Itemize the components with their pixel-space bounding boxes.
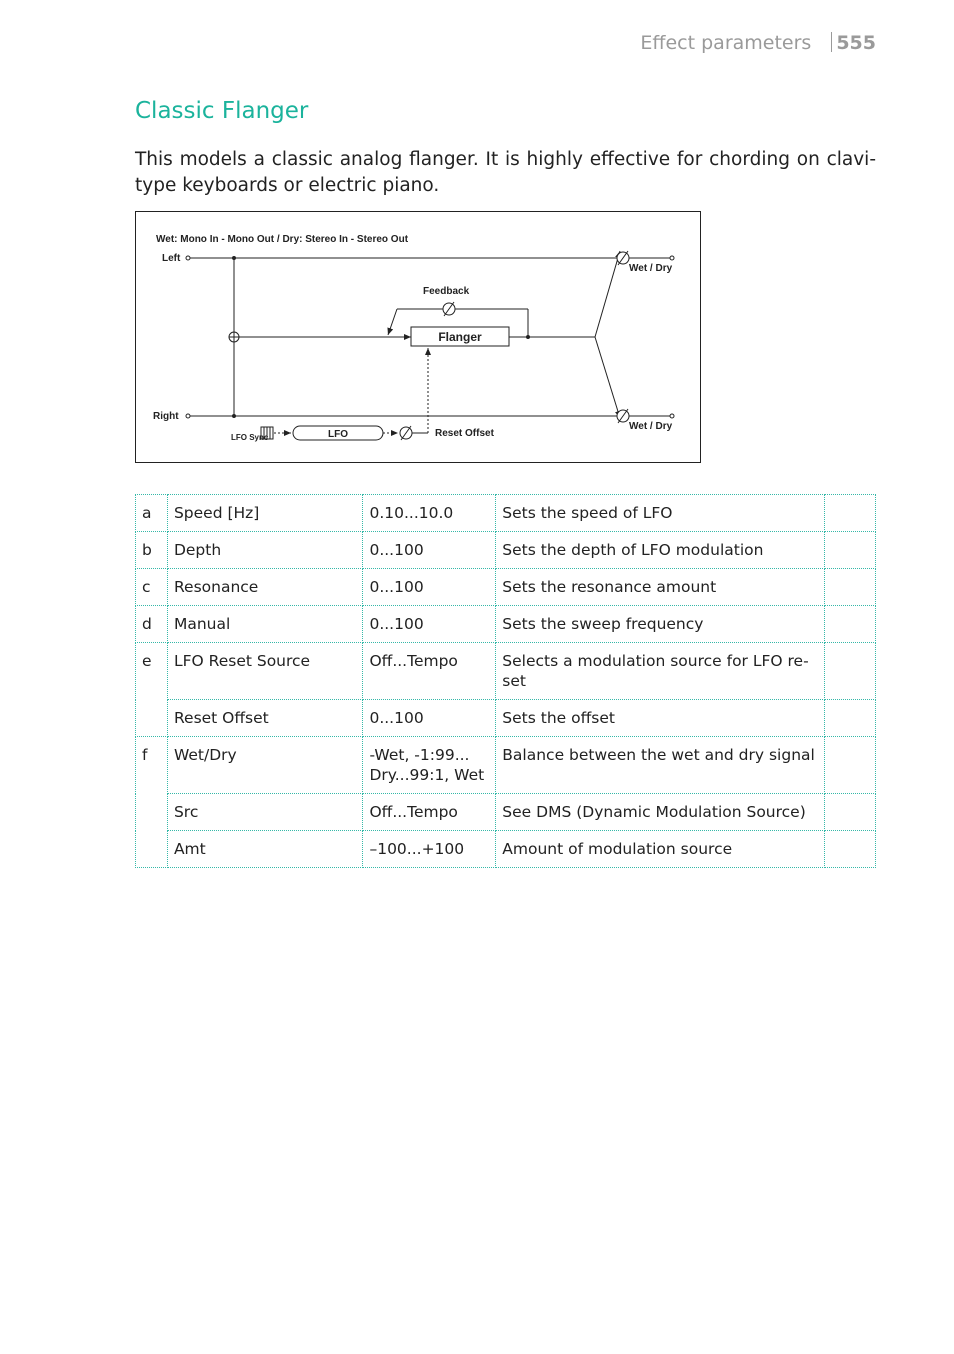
param-name: Wet/Dry <box>167 737 363 794</box>
param-name: Amt <box>167 831 363 868</box>
table-row <box>136 606 876 643</box>
param-name: Speed [Hz] <box>167 495 363 532</box>
param-name: Src <box>167 794 363 831</box>
parameter-table <box>135 494 876 868</box>
param-name: Reset Offset <box>167 700 363 737</box>
param-id: f <box>136 737 168 868</box>
param-name: Depth <box>167 532 363 569</box>
table-row <box>136 737 876 794</box>
lfo-sync-label: LFO Sync <box>231 433 269 442</box>
param-description: See DMS (Dynamic Modulation Source) <box>496 794 825 831</box>
wet-dry-bottom-label: Wet / Dry <box>629 421 673 432</box>
param-range: –100...+100 <box>363 831 496 868</box>
param-name: Resonance <box>167 569 363 606</box>
param-extra <box>825 737 876 794</box>
param-name: LFO Reset Source <box>167 643 363 700</box>
table-row <box>136 495 876 532</box>
param-range: Off...Tempo <box>363 643 496 700</box>
table-row <box>136 700 876 737</box>
header-divider <box>831 32 832 52</box>
param-extra <box>825 495 876 532</box>
param-extra <box>825 794 876 831</box>
param-extra <box>825 606 876 643</box>
flanger-block-diagram <box>135 211 701 463</box>
param-id: e <box>136 643 168 737</box>
param-description: Amount of modulation source <box>496 831 825 868</box>
page-title: Classic Flanger <box>135 98 309 124</box>
param-range: 0...100 <box>363 606 496 643</box>
param-range: -Wet, -1:99... Dry...99:1, Wet <box>363 737 496 794</box>
param-description: Sets the speed of LFO <box>496 495 825 532</box>
right-label: Right <box>153 411 179 422</box>
flanger-label: Flanger <box>438 330 482 344</box>
page-header <box>640 32 876 54</box>
diagram-svg <box>136 212 700 462</box>
lfo-label: LFO <box>328 429 348 440</box>
diagram-caption: Wet: Mono In - Mono Out / Dry: Stereo In - Stereo Out <box>156 234 409 245</box>
param-range: 0...100 <box>363 569 496 606</box>
param-description: Sets the resonance amount <box>496 569 825 606</box>
param-description: Sets the depth of LFO modulation <box>496 532 825 569</box>
page-number: 555 <box>836 32 876 54</box>
param-range: Off...Tempo <box>363 794 496 831</box>
intro-paragraph: This models a classic analog flanger. It is highly effective for chording on clavi-type keyboards or electric piano. <box>135 149 876 196</box>
table-row <box>136 794 876 831</box>
table-row <box>136 532 876 569</box>
param-name: Manual <box>167 606 363 643</box>
wet-dry-top-label: Wet / Dry <box>629 263 673 274</box>
left-input-jack <box>186 256 190 260</box>
param-extra <box>825 700 876 737</box>
right-input-jack <box>186 414 190 418</box>
param-description: Selects a modulation source for LFO re-set <box>496 643 825 700</box>
param-description: Sets the offset <box>496 700 825 737</box>
param-description: Sets the sweep frequency <box>496 606 825 643</box>
param-extra <box>825 532 876 569</box>
param-id: a <box>136 495 168 532</box>
feedback-label: Feedback <box>423 286 470 297</box>
param-description: Balance between the wet and dry signal <box>496 737 825 794</box>
param-id: d <box>136 606 168 643</box>
table-row <box>136 643 876 700</box>
left-label: Left <box>162 253 181 264</box>
section-title: Effect parameters <box>640 32 812 54</box>
param-id: b <box>136 532 168 569</box>
param-extra <box>825 831 876 868</box>
param-extra <box>825 569 876 606</box>
param-range: 0...100 <box>363 532 496 569</box>
param-extra <box>825 643 876 700</box>
param-id: c <box>136 569 168 606</box>
reset-offset-label: Reset Offset <box>435 428 494 439</box>
param-range: 0.10...10.0 <box>363 495 496 532</box>
param-range: 0...100 <box>363 700 496 737</box>
table-row <box>136 831 876 868</box>
table-row <box>136 569 876 606</box>
